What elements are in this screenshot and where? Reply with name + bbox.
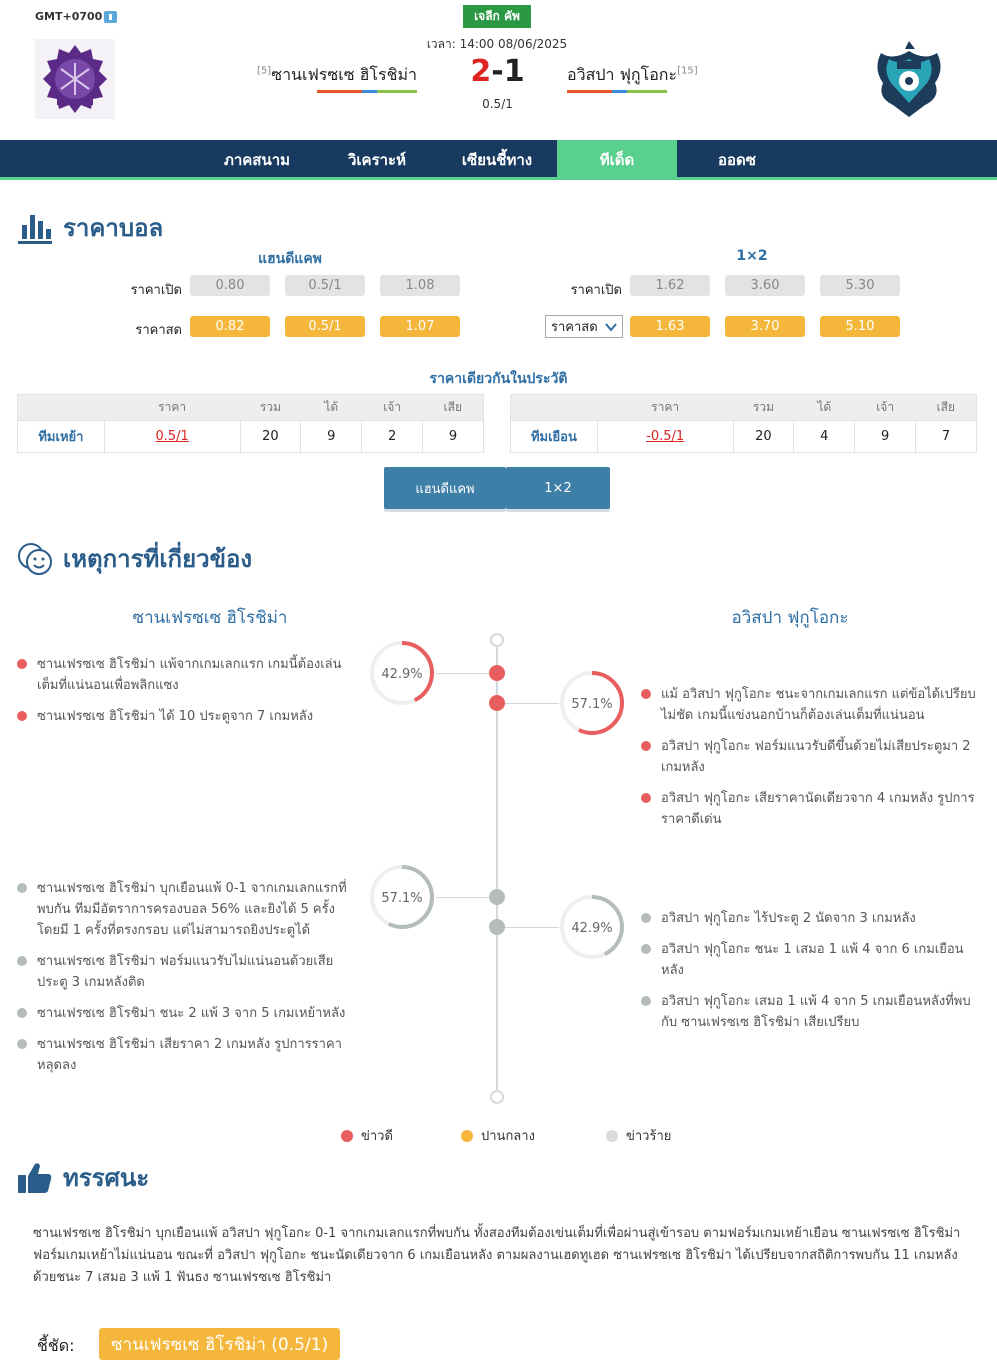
away-good-percent: 57.1% [571, 697, 613, 712]
away-team-rank: [15] [677, 65, 698, 77]
handicap-heading: แฮนดีแคพ [258, 251, 322, 267]
bad-bullet [17, 1039, 27, 1049]
home-team-rank: [5] [257, 65, 272, 77]
home-team-name-text: ซานเฟรซเซ ฮิโรชิม่า [271, 65, 417, 84]
legend-good-label: ข่าวดี [361, 1129, 393, 1144]
home-good-list [17, 654, 357, 737]
col-win: ได้ [301, 395, 362, 421]
bad-dot-icon [606, 1130, 618, 1142]
timeline-dot-home-bad [489, 889, 505, 905]
view-title-text: ทรรศนะ [63, 1164, 150, 1192]
away-draw: 9 [855, 421, 916, 453]
tab-analysis[interactable]: วิเคราะห์ [347, 151, 406, 169]
odds-title-text: ราคาบอล [63, 214, 164, 242]
event-text: ซานเฟรซเซ ฮิโรชิม่า บุกเยือนแพ้ 0-1 จากเกมเลกแรกที่พบกัน ทีมมีอัตราการครองบอล 56% และยิงได้ 5 ครั้ง โดยมี 1 ครั้งที่ตรงกรอบ แต่ไม่สามารถยิงประตูได้ [37, 881, 347, 938]
smiley-icon [17, 542, 53, 576]
bad-bullet [17, 1008, 27, 1018]
x12-open-draw: 3.60 [725, 275, 805, 296]
good-bullet [641, 741, 651, 751]
handicap-live-home: 0.82 [190, 316, 270, 337]
timezone-label[interactable] [35, 10, 117, 23]
bad-bullet [17, 883, 27, 893]
timezone-text: GMT+0700 [35, 10, 103, 23]
list-item [17, 1034, 357, 1076]
away-team-name[interactable] [567, 63, 698, 88]
away-price-link[interactable]: -0.5/1 [597, 421, 733, 453]
handicap-live-line: 0.5/1 [285, 316, 365, 337]
home-price-link[interactable]: 0.5/1 [104, 421, 240, 453]
home-score: 2 [470, 54, 492, 89]
legend-neutral-label: ปานกลาง [481, 1129, 535, 1144]
home-bad-ring [368, 863, 436, 931]
col-draw: เจ้า [855, 395, 916, 421]
event-text: อวิสปา ฟุกูโอกะ ฟอร์มแนวรับดีขึ้นด้วยไม่เสียประตูมา 2 เกมหลัง [661, 739, 971, 775]
list-item [641, 788, 981, 830]
away-team-underline [567, 90, 667, 93]
x12-live-away: 5.10 [820, 316, 900, 337]
x12-open-label: ราคาเปิด [570, 283, 622, 298]
timeline-end [490, 1090, 504, 1104]
event-text: ซานเฟรซเซ ฮิโรชิม่า แพ้จากเกมเลกแรก เกมนี้ต้องเล่นเต็มที่แน่นอนเพื่อพลิกแซง [37, 657, 342, 693]
handicap-open-away: 1.08 [380, 275, 460, 296]
x12-live-home: 1.63 [630, 316, 710, 337]
pick-label: ชี้ชัด: [37, 1336, 75, 1355]
tab-expert[interactable]: เซียนชี้ทาง [461, 151, 533, 169]
list-item [641, 991, 981, 1033]
good-bullet [17, 711, 27, 721]
pick-badge: ซานเฟรซเซ ฮิโรชิม่า (0.5/1) [99, 1328, 340, 1360]
list-item [641, 684, 981, 726]
chevron-down-icon [604, 320, 618, 334]
events-section-title [17, 539, 252, 578]
away-bad-percent: 42.9% [571, 921, 613, 936]
home-team-name[interactable] [257, 63, 417, 88]
connector [505, 927, 559, 928]
events-away-team: อวิสปา ฟุกูโอกะ [731, 608, 849, 628]
history-title: ราคาเดียวกันในประวัติ [429, 371, 568, 387]
away-good-ring [558, 669, 626, 737]
bad-bullet [641, 996, 651, 1006]
home-team-underline [317, 90, 417, 93]
view-paragraph: ซานเฟรซเซ ฮิโรชิม่า บุกเยือนแพ้ อวิสปา ฟุกูโอกะ 0-1 จากเกมเลกแรกที่พบกัน ทั้งสองทีมต้องเข่นเต็มที่เพื่อผ่านสู่เข้ารอบ ตามฟอร์มเกมเหย้าเยือน ซานเฟรซเซ ฮิโรชิม่า ฟอร์มเกมเหย้าไม่แน่นอน ขณะที่ อวิสปา ฟุกูโอกะ ชนะนัดเดียวจาก 6 เกมเยือนหลัง ตามผลงานเฮดทูเฮด ซานเฟรซเซ ฮิโรชิม่า ได้เปรียบจากสถิติการพบกัน 11 เกมหลังด้วยชนะ 7 เสมอ 3 แพ้ 1 ฟันธง ซานเฟรซเซ ฮิโรชิม่า [33, 1226, 961, 1285]
col-win: ได้ [794, 395, 855, 421]
thumbs-up-icon [17, 1161, 53, 1195]
away-history-table [510, 394, 977, 453]
tab-odds[interactable]: ออดซ [718, 151, 756, 169]
x12-live-draw: 3.70 [725, 316, 805, 337]
odds-type-select[interactable] [545, 315, 623, 338]
handicap-open-home: 0.80 [190, 275, 270, 296]
event-text: อวิสปา ฟุกูโอกะ เสมอ 1 แพ้ 4 จาก 5 เกมเยือนหลังที่พบกับ ซานเฟรซเซ ฮิโรชิม่า เสียเปรียบ [661, 994, 971, 1030]
view-section-title [17, 1158, 149, 1197]
home-total: 20 [240, 421, 301, 453]
info-icon [104, 11, 117, 23]
col-lose: เสีย [916, 395, 977, 421]
handicap-button[interactable]: แฮนดีแคพ [384, 467, 506, 509]
away-good-list [641, 684, 981, 840]
good-bullet [641, 689, 651, 699]
away-score: 1 [503, 54, 525, 89]
away-bad-ring [558, 893, 626, 961]
bad-bullet [641, 913, 651, 923]
col-price: ราคา [597, 395, 733, 421]
col-total: รวม [240, 395, 301, 421]
handicap-open-label: ราคาเปิด [130, 283, 182, 298]
score [440, 54, 555, 89]
timeline-dot-home-good [489, 665, 505, 681]
table-row [511, 421, 977, 453]
home-bad-percent: 57.1% [381, 891, 423, 906]
home-lose: 9 [423, 421, 484, 453]
home-history-table [17, 394, 484, 453]
x12-heading: 1×2 [736, 248, 768, 264]
list-item [17, 1003, 357, 1024]
legend-good [341, 1125, 393, 1146]
legend-bad-label: ข่าวร้าย [626, 1129, 672, 1144]
col-draw: เจ้า [362, 395, 423, 421]
event-text: ซานเฟรซเซ ฮิโรชิม่า ชนะ 2 แพ้ 3 จาก 5 เกมเหย้าหลัง [37, 1006, 346, 1021]
col-price: ราคา [104, 395, 240, 421]
event-text: อวิสปา ฟุกูโอกะ ชนะ 1 เสมอ 1 แพ้ 4 จาก 6 เกมเยือนหลัง [661, 942, 964, 978]
home-label: ทีมเหย้า [18, 421, 105, 453]
tab-field[interactable]: ภาคสนาม [223, 151, 291, 169]
score-separator: - [491, 54, 504, 89]
col-team [18, 395, 105, 421]
home-draw: 2 [362, 421, 423, 453]
connector [436, 673, 489, 674]
away-team-name-text: อวิสปา ฟุกูโอกะ [567, 65, 678, 84]
x12-open-away: 5.30 [820, 275, 900, 296]
list-item [641, 908, 981, 929]
event-text: ซานเฟรซเซ ฮิโรชิม่า เสียราคา 2 เกมหลัง รูปการราคาหลุดลง [37, 1037, 342, 1073]
timeline-start [490, 633, 504, 647]
list-item [641, 939, 981, 981]
odds-type-select-value: ราคาสด [551, 320, 598, 335]
away-label: ทีมเยือน [511, 421, 598, 453]
bad-bullet [17, 956, 27, 966]
table-row [18, 421, 484, 453]
away-team-logo[interactable] [869, 39, 949, 119]
col-lose: เสีย [423, 395, 484, 421]
timeline-dot-away-bad [489, 919, 505, 935]
neutral-dot-icon [461, 1130, 473, 1142]
bad-bullet [641, 944, 651, 954]
handicap-live-label: ราคาสด [135, 323, 182, 338]
events-title-text: เหตุการที่เกี่ยวข้อง [63, 545, 253, 573]
away-lose: 7 [916, 421, 977, 453]
match-time: เวลา: 14:00 08/06/2025 [426, 37, 568, 51]
home-good-ring [368, 639, 436, 707]
bar-chart-icon [17, 211, 53, 245]
event-text: แม้ อวิสปา ฟุกูโอกะ ชนะจากเกมเลกแรก แต่ข้อได้เปรียบไม่ชัด เกมนี้แข่งนอกบ้านก็ต้องเล่นเต็มที่แน่นอน [661, 687, 976, 723]
legend-neutral [461, 1125, 535, 1146]
home-good-percent: 42.9% [381, 667, 423, 682]
good-dot-icon [341, 1130, 353, 1142]
col-team [511, 395, 598, 421]
main-nav [0, 140, 997, 180]
away-bad-list [641, 908, 981, 1043]
list-item [641, 736, 981, 778]
home-team-logo[interactable] [35, 39, 115, 119]
col-total: รวม [733, 395, 794, 421]
header-handicap: 0.5/1 [482, 97, 513, 111]
x12-button[interactable]: 1×2 [506, 467, 610, 509]
tab-tips[interactable]: ทีเด็ด [557, 140, 677, 180]
league-badge[interactable]: เจลีก คัพ [463, 5, 531, 28]
good-bullet [17, 659, 27, 669]
list-item [17, 706, 357, 727]
legend-bad [606, 1125, 671, 1146]
connector [505, 703, 559, 704]
connector [436, 897, 489, 898]
handicap-open-line: 0.5/1 [285, 275, 365, 296]
list-item [17, 654, 357, 696]
events-home-team: ซานเฟรซเซ ฮิโรชิม่า [132, 608, 288, 628]
handicap-live-away: 1.07 [380, 316, 460, 337]
event-text: ซานเฟรซเซ ฮิโรชิม่า ฟอร์มแนวรับไม่แน่นอนด้วยเสียประตู 3 เกมหลังติด [37, 954, 334, 990]
away-total: 20 [733, 421, 794, 453]
list-item [17, 878, 357, 941]
good-bullet [641, 793, 651, 803]
home-win: 9 [301, 421, 362, 453]
list-item [17, 951, 357, 993]
home-bad-list [17, 878, 357, 1086]
event-text: อวิสปา ฟุกูโอกะ ไร้ประตู 2 นัดจาก 3 เกมหลัง [661, 911, 916, 926]
event-text: อวิสปา ฟุกูโอกะ เสียราคานัดเดียวจาก 4 เกมหลัง รูปการราคาดีเด่น [661, 791, 975, 827]
odds-section-title [17, 208, 163, 247]
x12-open-home: 1.62 [630, 275, 710, 296]
away-win: 4 [794, 421, 855, 453]
event-text: ซานเฟรซเซ ฮิโรชิม่า ได้ 10 ประตูจาก 7 เกมหลัง [37, 709, 314, 724]
timeline-dot-away-good [489, 695, 505, 711]
